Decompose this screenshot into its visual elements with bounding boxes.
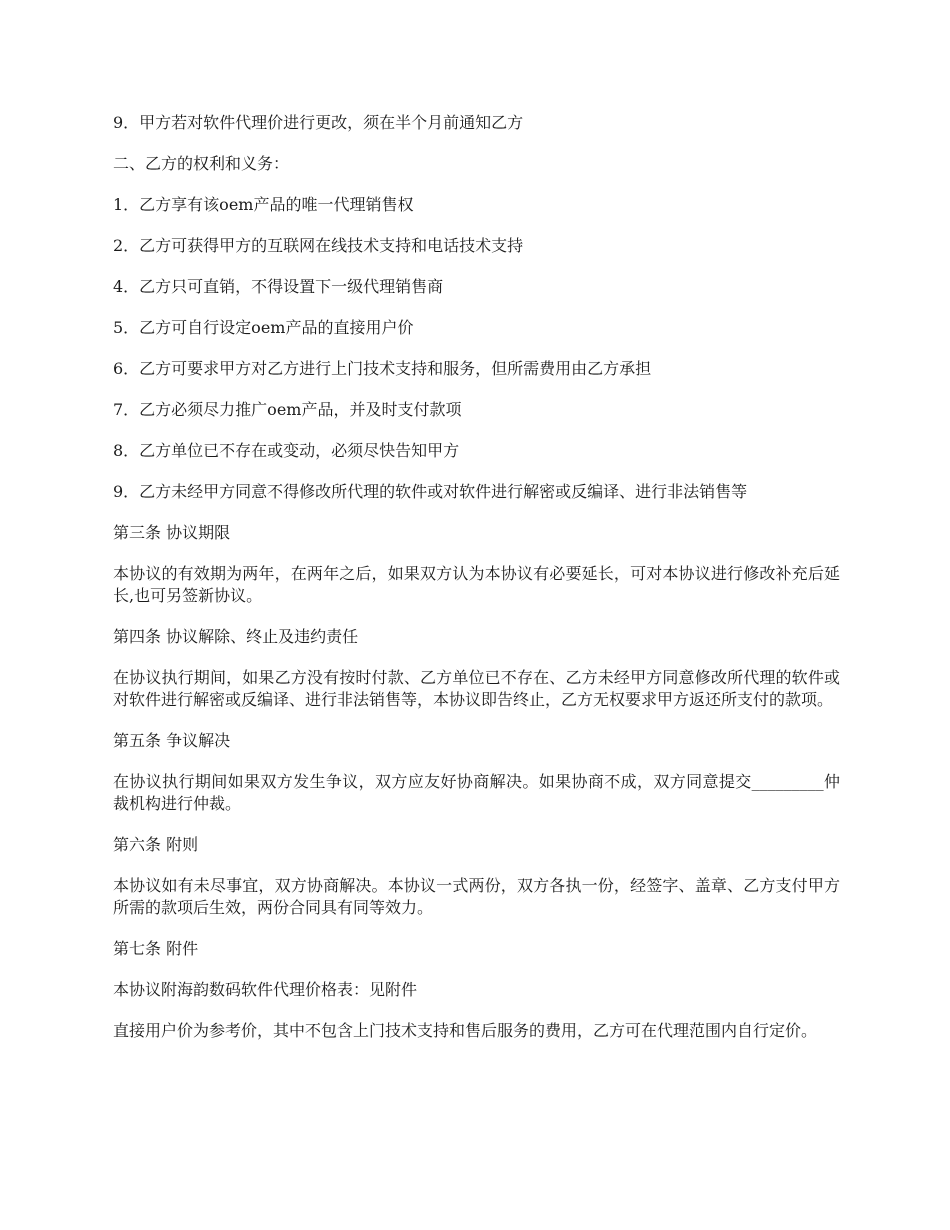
article-4-heading: 第四条 协议解除、终止及违约责任 [113, 627, 359, 646]
clause-b-item-5: 5．乙方可自行设定oem产品的直接用户价 [113, 318, 414, 337]
article-6-heading: 第六条 附则 [113, 835, 199, 854]
article-7-heading: 第七条 附件 [113, 939, 199, 958]
article-5-body: 在协议执行期间如果双方发生争议，双方应友好协商解决。如果协商不成，双方同意提交_________仲裁机构进行仲裁。 [113, 772, 840, 813]
article-3-heading: 第三条 协议期限 [113, 523, 231, 542]
document-page [113, 112, 840, 1061]
clause-b-item-1: 1．乙方享有该oem产品的唯一代理销售权 [113, 195, 414, 214]
section-2-heading: 二、乙方的权利和义务： [113, 154, 290, 173]
clause-b-item-8: 8．乙方单位已不存在或变动，必须尽快告知甲方 [113, 441, 460, 460]
article-3-body: 本协议的有效期为两年，在两年之后，如果双方认为本协议有必要延长，可对本协议进行修改补充后延长,也可另签新协议。 [113, 564, 840, 605]
clause-b-item-2: 2．乙方可获得甲方的互联网在线技术支持和电话技术支持 [113, 236, 524, 255]
article-5-heading: 第五条 争议解决 [113, 731, 231, 750]
article-7-body: 本协议附海韵数码软件代理价格表：见附件 [113, 980, 418, 999]
article-4-body: 在协议执行期间，如果乙方没有按时付款、乙方单位已不存在、乙方未经甲方同意修改所代理的软件或对软件进行解密或反编译、进行非法销售等，本协议即告终止，乙方无权要求甲方返还所支付的款项。 [113, 668, 840, 709]
article-6-body: 本协议如有未尽事宜，双方协商解决。本协议一式两份，双方各执一份，经签字、盖章、乙方支付甲方所需的款项后生效，两份合同具有同等效力。 [113, 876, 840, 917]
clause-b-item-7: 7．乙方必须尽力推广oem产品，并及时支付款项 [113, 400, 462, 419]
clause-b-item-9: 9．乙方未经甲方同意不得修改所代理的软件或对软件进行解密或反编译、进行非法销售等 [113, 482, 748, 501]
pricing-note: 直接用户价为参考价，其中不包含上门技术支持和售后服务的费用，乙方可在代理范围内自行定价。 [113, 1021, 818, 1040]
clause-b-item-4: 4．乙方只可直销，不得设置下一级代理销售商 [113, 277, 444, 296]
clause-a-item-9: 9．甲方若对软件代理价进行更改，须在半个月前通知乙方 [113, 113, 524, 132]
clause-b-item-6: 6．乙方可要求甲方对乙方进行上门技术支持和服务，但所需费用由乙方承担 [113, 359, 652, 378]
